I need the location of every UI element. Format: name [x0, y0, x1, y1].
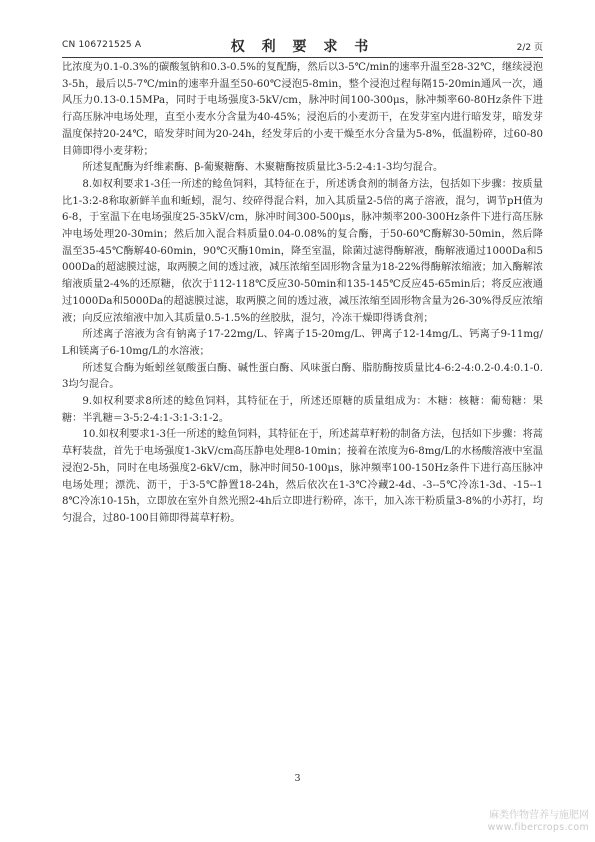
watermark-site-name: 麻类作物营养与施肥网 [489, 810, 589, 821]
watermark-url: www.fibercrops.com [487, 822, 589, 833]
claim-paragraph-ion-solution: 所述离子溶液为含有钠离子17-22mg/L、锌离子15-20mg/L、钾离子12-14mg/L、钙离子9-11mg/L和镁离子6-10mg/L的水溶液； [62, 329, 543, 357]
header-divider [62, 57, 543, 58]
claim-paragraph-8: 8.如权利要求1-3任一所述的鲶鱼饲料，其特征在于，所述诱食剂的制备方法，包括如下步骤：按质量比1-3:2-8称取新鲜羊血和蚯蚓，混匀、绞碎得混合料，加入其质量2-5倍的离子溶液，混匀，调节pH值为6-8，于室温下在电场强度25-35kV/cm，脉冲时间300-500μs，脉冲频率200-300Hz条件下进行高压脉冲电场处理20-30min；然后加入混合料质量0.04-0.08%的复合酶，于50-60℃酶解30-50min，然后降温至35-45℃酶解40-60min，90℃灭酶10min，降至室温，除菌过滤得酶解液，酶解液通过1000Da和5000Da的超滤膜过滤，取两膜之间的透过液，减压浓缩至固形物含量为18-22%得酶解浓缩液；加入酶解浓缩液质量2-4%的还原糖，依次于112-118℃反应30-50min和135-145℃反应45-65min后；将反应液通过1000Da和5000Da的超滤膜过滤，取两膜之间的透过液，减压浓缩至固形物含量为26-30%得反应浓缩液；向反应浓缩液中加入其质量0.5-1.5%的丝胶肽，混匀，冷冻干燥即得诱食剂； [62, 178, 543, 324]
claim-paragraph-continued: 比浓度为0.1-0.3%的碳酸氢钠和0.3-0.5%的复配酶，然后以3-5℃/min的速率升温至28-32℃，继续浸泡3-5h，最后以5-7℃/min的速率升温至50-60℃浸泡5-8min，整个浸泡过程每隔15-20min通风一次，通风压力0.13-0.15MPa，同时于电场强度3-5kV/cm，脉冲时间100-300μs，脉冲频率60-80Hz条件下进行高压脉冲电场处理，直至小麦水分含量为40-45%；浸泡后的小麦沥干，在发芽室内进行暗发芽，暗发芽温度保持20-24℃，暗发芽时间为20-24h，经发芽后的小麦干燥至水分含量为5-8%，低温粉碎，过60-80目筛即得小麦芽粉； [62, 62, 543, 157]
page-info: 2/2 页 [516, 43, 543, 53]
claim-paragraph-9: 9.如权利要求8所述的鲶鱼饲料，其特征在于，所述还原糖的质量组成为：木糖：核糖：葡萄糖：果糖：半乳糖＝3-5:2-4:1-3:1-3:1-2。 [62, 396, 543, 424]
claim-paragraph-compound-enzyme: 所述复合酶为蚯蚓丝氨酸蛋白酶、碱性蛋白酶、风味蛋白酶、脂肪酶按质量比4-6:2-4:0.2-0.4:0.1-0.3均匀混合。 [62, 362, 543, 391]
document-title: 权 利 要 求 书 [230, 39, 375, 55]
page-number: 3 [294, 773, 301, 784]
claims-body [62, 60, 543, 528]
site-watermark [488, 810, 589, 834]
publication-number: CN 106721525 A [62, 40, 142, 50]
claim-paragraph-10: 10.如权利要求1-3任一所述的鲶鱼饲料，其特征在于，所述蒿草籽粉的制备方法，包括如下步骤：将蒿草籽装盘，首先于电场强度1-3kV/cm高压静电处理8-10min；接着在浓度为6-8mg/L的水杨酸溶液中室温浸泡2-5h，同时在电场强度2-6kV/cm，脉冲时间50-100μs，脉冲频率100-150Hz条件下进行高压脉冲电场处理；漂洗、沥干，于3-5℃静置18-24h，然后依次在1-3℃冷藏2-4d、-3--5℃冷冻1-3d、-15--18℃冷冻10-15h，立即放在室外自然光照2-4h后立即进行粉碎，冻干，加入冻干粉质量3-8%的小苏打，均匀混合，过80-100目筛即得蒿草籽粉。 [62, 429, 543, 524]
page-header [62, 36, 543, 56]
claim-paragraph-enzyme-mix: 所述复配酶为纤维素酶、β-葡聚糖酶、木聚糖酶按质量比3-5:2-4:1-3均匀混合。 [82, 162, 444, 174]
